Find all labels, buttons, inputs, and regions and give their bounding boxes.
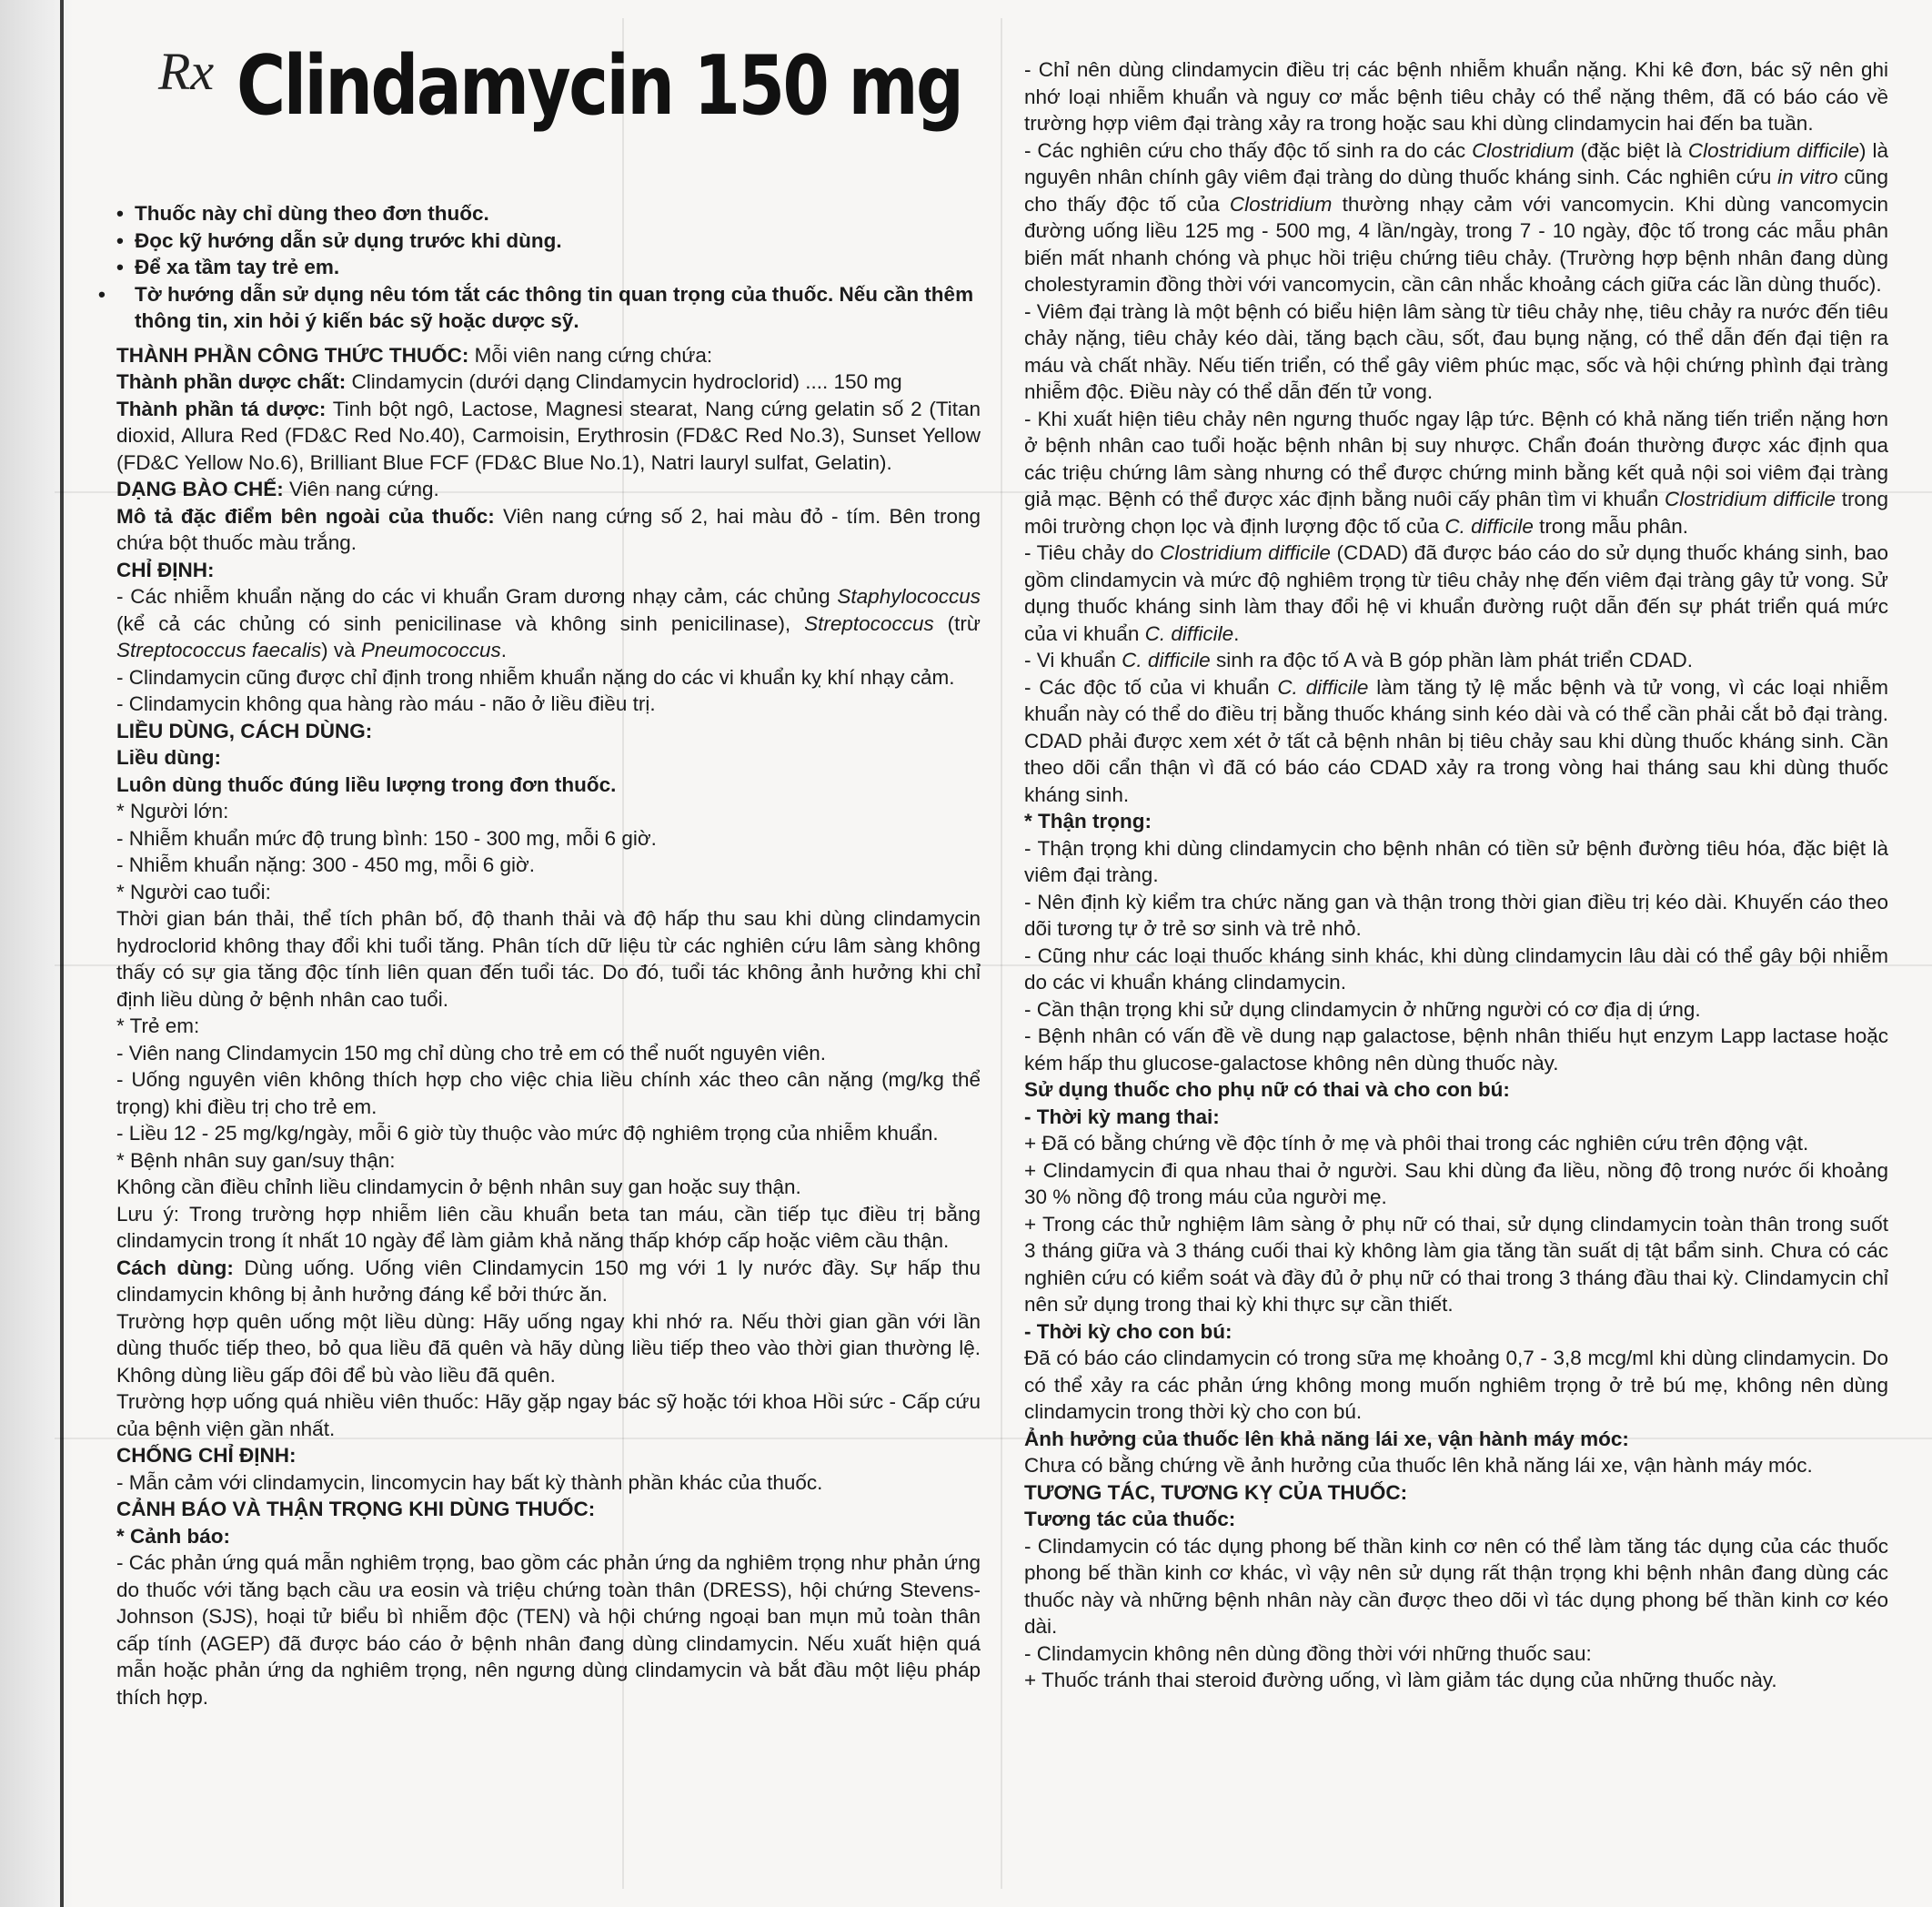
indication-item: - Clindamycin không qua hàng rào máu - não ở liều điều trị. (116, 692, 656, 715)
contraindications-heading: CHỐNG CHỈ ĐỊNH: (116, 1444, 297, 1467)
warning-label: * Cảnh báo: (116, 1524, 231, 1548)
fold-line (1001, 18, 1002, 1889)
caution-item: - Cũng như các loại thuốc kháng sinh khác, khi dùng clindamycin lâu dài có thể gây bội nhiễm do các vi khuẩn kháng clindamycin. (1024, 943, 1888, 994)
warning-text: - Các phản ứng quá mẫn nghiêm trọng, bao gồm các phản ứng da nghiêm trọng như phản ứng do thuốc với tăng bạch cầu ưa eosin và triệu chứng toàn thân (DRESS), hội chứng Stevens-Johnson (SJS), hoại tử biểu bì nhiễm độc (TEN) và hội chứng ngoại ban mụn mủ toàn thân cấp tính (AGEP) đã được báo cáo ở bệnh nhân đang dùng clindamycin. Nếu xuất hiện quá mẫn hoặc phản ứng da nghiêm trọng, nên ngưng dùng clindamycin và bắt đầu một liệu pháp thích hợp. (116, 1551, 981, 1709)
interaction-item: + Thuốc tránh thai steroid đường uống, vì làm giảm tác dụng của những thuốc này. (1024, 1669, 1777, 1691)
bullet-item: • Thuốc này chỉ dùng theo đơn thuốc. (116, 202, 489, 225)
rx-symbol: Rx (158, 42, 215, 101)
warnings-heading: CẢNH BÁO VÀ THẬN TRỌNG KHI DÙNG THUỐC: (116, 1498, 596, 1520)
child-dose: - Viên nang Clindamycin 150 mg chỉ dùng cho trẻ em có thể nuốt nguyên viên. (116, 1041, 827, 1064)
note-text: Lưu ý: Trong trường hợp nhiễm liên cầu khuẩn beta tan máu, cần tiếp tục điều trị bằng clindamycin trong ít nhất 10 ngày để làm giảm khả năng thấp khớp cấp hoặc viêm cầu thận. (116, 1202, 981, 1252)
bullet-item: • Tờ hướng dẫn sử dụng nêu tóm tắt các thông tin quan trọng của thuốc. Nếu cần thêm thông tin, xin hỏi ý kiến bác sỹ hoặc dược sỹ. (98, 282, 974, 332)
adult-dose: - Nhiễm khuẩn nặng: 300 - 450 mg, mỗi 6 giờ. (116, 853, 535, 876)
caution-item: - Bệnh nhân có vấn đề về dung nạp galactose, bệnh nhân thiếu hụt enzym Lapp lactase hoặc kém hấp thu glucose-galactose không nên dùng thuốc này. (1024, 1024, 1888, 1075)
bullet-item: • Để xa tầm tay trẻ em. (116, 256, 340, 278)
paragraph: - Tiêu chảy do Clostridium difficile (CDAD) đã được báo cáo do sử dụng thuốc kháng sinh, bao gồm clindamycin và mức độ nghiêm trọng từ tiêu chảy nhẹ đến viêm đại tràng gây tử vong. Sử dụng thuốc kháng sinh làm thay đổi hệ vi khuẩn đường ruột dẫn đến sự phát triển quá mức của vi khuẩn C. difficile. (1024, 541, 1888, 645)
paragraph: - Khi xuất hiện tiêu chảy nên ngưng thuốc ngay lập tức. Bệnh có khả năng tiến triển nặng hơn ở bệnh nhân cao tuổi hoặc bệnh nhân bị suy nhược. Chẩn đoán thường được xác định qua các triệu chứng lâm sàng nhưng có thể được chứng minh bằng kết quả nội soi viêm đại tràng giả mạc. Bệnh có thể được xác định bằng nuôi cấy phân tìm vi khuẩn Clostridium difficile trong môi trường chọn lọc và định lượng độc tố của C. difficile trong mẫu phân. (1024, 407, 1888, 538)
paragraph: - Các độc tố của vi khuẩn C. difficile làm tăng tỷ lệ mắc bệnh và tử vong, vì các loại nhiễm khuẩn này có thể do điều trị bằng thuốc kháng sinh kéo dài và có thể cần phải cắt bỏ đại tràng. CDAD phải được xem xét ở tất cả bệnh nhân bị tiêu chảy sau khi dùng thuốc kháng sinh. Cần theo dõi cẩn thận vì đã có báo cáo CDAD xảy ra trong vòng hai tháng sau khi dùng thuốc kháng sinh. (1024, 675, 1889, 806)
driving-heading: Ảnh hưởng của thuốc lên khả năng lái xe, vận hành máy móc: (1024, 1427, 1629, 1450)
warning-bullets (98, 200, 981, 335)
indications-heading: CHỈ ĐỊNH: (116, 558, 215, 581)
dose-label: Liều dùng: (116, 746, 221, 769)
missed-dose: Trường hợp quên uống một liều dùng: Hãy uống ngay khi nhớ ra. Nếu thời gian gần với lần dùng thuốc tiếp theo, bỏ qua liều đã quên và hãy dùng liều tiếp theo vào thời gian thường lệ. Không dùng liều gấp đôi để bù vào liều đã quên. (116, 1309, 981, 1387)
caution-item: - Nên định kỳ kiểm tra chức năng gan và thận trong thời gian điều trị kéo dài. Khuyến cáo theo dõi tương tự ở trẻ sơ sinh và trẻ nhỏ. (1024, 890, 1888, 940)
paragraph: - Chỉ nên dùng clindamycin điều trị các bệnh nhiễm khuẩn nặng. Khi kê đơn, bác sỹ nên ghi nhớ loại nhiễm khuẩn và nguy cơ mắc bệnh tiêu chảy có thể nặng thêm, đã có báo cáo về trường hợp viêm đại tràng xảy ra trong hoặc sau khi dùng clindamycin hai đến ba tuần. (1024, 58, 1888, 135)
indication-item: - Clindamycin cũng được chỉ định trong nhiễm khuẩn nặng do các vi khuẩn kỵ khí nhạy cảm. (116, 665, 955, 689)
caution-item: - Cần thận trọng khi sử dụng clindamycin ở những người có cơ địa dị ứng. (1024, 997, 1701, 1021)
elderly-label: * Người cao tuổi: (116, 880, 271, 903)
child-dose: - Uống nguyên viên không thích hợp cho việc chia liều chính xác theo cân nặng (mg/kg thể trọng) khi điều trị cho trẻ em. (116, 1068, 981, 1118)
product-title: Clindamycin 150 mg (236, 38, 962, 134)
paragraph: - Viêm đại tràng là một bệnh có biểu hiện lâm sàng từ tiêu chảy nhẹ, tiêu chảy ra nước đến tiêu chảy nặng, tiêu chảy kéo dài, tăng bạch cầu, sốt, đau bụng nặng, có thể dẫn đến đại tiện ra máu và chất nhầy. Nếu tiến triển, có thể gây viêm phúc mạc, sốc và hội chứng phình đại tràng nhiễm độc. Điều này có thể dẫn đến tử vong. (1024, 299, 1889, 403)
pregnancy-heading: Sử dụng thuốc cho phụ nữ có thai và cho con bú: (1024, 1078, 1510, 1101)
pregnancy-label: - Thời kỳ mang thai: (1024, 1105, 1220, 1128)
overdose: Trường hợp uống quá nhiều viên thuốc: Hãy gặp ngay bác sỹ hoặc tới khoa Hồi sức - Cấp cứu của bệnh viện gần nhất. (116, 1390, 981, 1440)
bullet-item: • Đọc kỹ hướng dẫn sử dụng trước khi dùng. (116, 228, 562, 252)
page-edge-shadow (60, 0, 64, 1907)
dosing-heading: LIỀU DÙNG, CÁCH DÙNG: (116, 719, 373, 742)
lactation-label: - Thời kỳ cho con bú: (1024, 1319, 1233, 1343)
contraindication-text: - Mẫn cảm với clindamycin, lincomycin hay bất kỳ thành phần khác của thuốc. (116, 1470, 823, 1494)
right-column (1024, 56, 1888, 1694)
title-block (116, 38, 981, 200)
interactions-label: Tương tác của thuốc: (1024, 1508, 1236, 1530)
driving-text: Chưa có bằng chứng về ảnh hưởng của thuốc lên khả năng lái xe, vận hành máy móc. (1024, 1454, 1813, 1477)
dosage-form: DẠNG BÀO CHẾ: Viên nang cứng. (116, 478, 439, 500)
pregnancy-item: + Trong các thử nghiệm lâm sàng ở phụ nữ có thai, sử dụng clindamycin toàn thân trong suốt 3 tháng giữa và 3 tháng cuối thai kỳ không làm gia tăng tần suất dị tật bẩm sinh. Chưa có các nghiên cứu có kiểm soát và đầy đủ ở phụ nữ có thai trong 3 tháng đầu thai kỳ. Clindamycin chỉ nên sử dụng trong thai kỳ khi thực sự cần thiết. (1024, 1212, 1888, 1316)
interaction-item: - Clindamycin không nên dùng đồng thời với những thuốc sau: (1024, 1641, 1592, 1665)
paragraph: - Các nghiên cứu cho thấy độc tố sinh ra do các Clostridium (đặc biệt là Clostridium difficile) là nguyên nhân chính gây viêm đại tràng do dùng thuốc kháng sinh. Các nghiên cứu in vitro cũng cho thấy độc tố của Clostridium thường nhạy cảm với vancomycin. Khi dùng vancomycin đường uống liều 125 mg - 500 mg, 4 lần/ngày, trong 7 - 10 ngày, độc tố trong các mẫu phân biến mất nhanh chóng và phục hồi triệu chứng tiêu chảy. (Trường hợp bệnh nhân đang dùng cholestyramin đồng thời với vancomycin, cần cân nhắc khoảng cách giữa các lần dùng thuốc). (1024, 138, 1888, 296)
hepatic-text: Không cần điều chỉnh liều clindamycin ở bệnh nhân suy gan hoặc suy thận. (116, 1175, 801, 1198)
interactions-heading: TƯƠNG TÁC, TƯƠNG KỴ CỦA THUỐC: (1024, 1480, 1408, 1504)
excipients: Thành phần tá dược: Tinh bột ngô, Lactose, Magnesi stearat, Nang cứng gelatin số 2 (Titan dioxid, Allura Red (FD&C Red No.40), Carmoisin, Erythrosin (FD&C Red No.3), Sunset Yellow (FD&C Yellow No.6), Brilliant Blue FCF (FD&C Blue No.1), Natri lauryl sulfat, Gelatin). (116, 397, 981, 474)
elderly-text: Thời gian bán thải, thể tích phân bố, độ thanh thải và độ hấp thu sau khi dùng clindamycin hydroclorid không thay đổi khi tuổi tăng. Phân tích dữ liệu từ các nghiên cứu lâm sàng không thấy có sự gia tăng độc tính liên quan đến tuổi tác. Do đó, tuổi tác không ảnh hưởng khi chỉ định liều dùng ở bệnh nhân cao tuổi. (116, 907, 981, 1011)
pregnancy-item: + Đã có bằng chứng về độc tính ở mẹ và phôi thai trong các nghiên cứu trên động vật. (1024, 1132, 1809, 1155)
dose-always: Luôn dùng thuốc đúng liều lượng trong đơn thuốc. (116, 772, 617, 796)
lactation-text: Đã có báo cáo clindamycin có trong sữa mẹ khoảng 0,7 - 3,8 mcg/ml khi dùng clindamycin. Do có thể xảy ra các phản ứng không mong muốn nghiêm trọng ở trẻ bú mẹ, không nên dùng clindamycin trong thời kỳ cho con bú. (1024, 1347, 1888, 1423)
pregnancy-item: + Clindamycin đi qua nhau thai ở người. Sau khi dùng đa liều, nồng độ trong nước ối khoảng 30 % nồng độ trong máu của người mẹ. (1024, 1158, 1888, 1208)
hepatic-label: * Bệnh nhân suy gan/suy thận: (116, 1148, 396, 1172)
child-dose: - Liều 12 - 25 mg/kg/ngày, mỗi 6 giờ tùy thuộc vào mức độ nghiêm trọng của nhiễm khuẩn. (116, 1122, 939, 1145)
adult-label: * Người lớn: (116, 800, 229, 822)
paragraph: - Vi khuẩn C. difficile sinh ra độc tố A và B góp phần làm phát triển CDAD. (1024, 649, 1693, 671)
caution-label: * Thận trọng: (1024, 810, 1152, 832)
interaction-item: - Clindamycin có tác dụng phong bế thần kinh cơ nên có thể làm tăng tác dụng của các thuốc phong bế thần kinh cơ khác, vì vậy nên sử dụng rất thận trọng khi bệnh nhân đang dùng các thuốc này và những bệnh nhân này cần được theo dõi vì tác dụng phong bế thần kinh cơ kéo dài. (1024, 1534, 1888, 1638)
indication-item: - Các nhiễm khuẩn nặng do các vi khuẩn Gram dương nhạy cảm, các chủng Staphylococcus (kể cả các chủng có sinh penicilinase và không sinh penicilinase), Streptococcus (trừ Streptococcus faecalis) và Pneumococcus. (116, 585, 981, 661)
left-column (98, 38, 981, 1710)
adult-dose: - Nhiễm khuẩn mức độ trung bình: 150 - 300 mg, mỗi 6 giờ. (116, 826, 657, 850)
composition: THÀNH PHẦN CÔNG THỨC THUỐC: Mỗi viên nang cứng chứa: (116, 343, 713, 367)
child-label: * Trẻ em: (116, 1014, 200, 1037)
caution-item: - Thận trọng khi dùng clindamycin cho bệnh nhân có tiền sử bệnh đường tiêu hóa, đặc biệt là viêm đại tràng. (1024, 836, 1888, 886)
appearance: Mô tả đặc điểm bên ngoài của thuốc: Viên nang cứng số 2, hai màu đỏ - tím. Bên trong chứa bột thuốc màu trắng. (116, 504, 981, 554)
active-ingredient: Thành phần dược chất: Clindamycin (dưới dạng Clindamycin hydroclorid) .... 150 mg (116, 370, 902, 393)
administration: Cách dùng: Dùng uống. Uống viên Clindamycin 150 mg với 1 ly nước đầy. Sự hấp thu clindamycin không bị ảnh hưởng đáng kể bởi thức ăn. (116, 1256, 981, 1306)
